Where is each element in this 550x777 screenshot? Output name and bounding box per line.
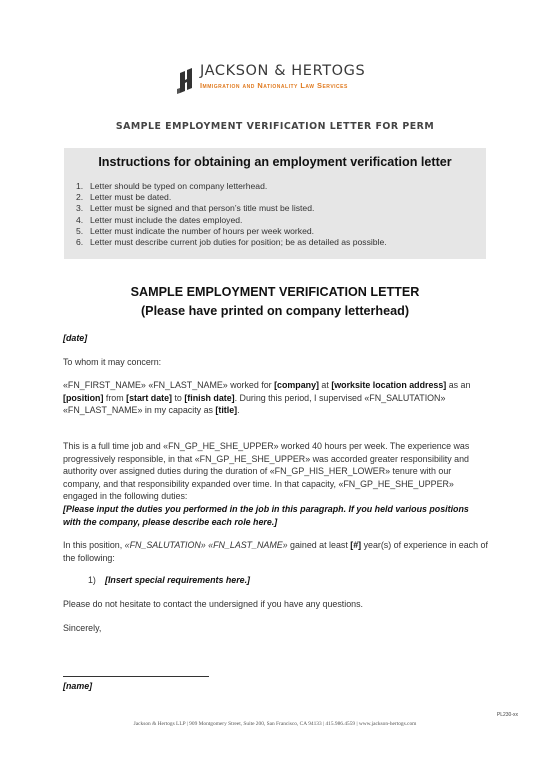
company-logo — [176, 63, 406, 103]
letter-closing: Sincerely, — [63, 623, 102, 633]
text-run: «FN_FIRST_NAME» «FN_LAST_NAME» worked for — [63, 380, 275, 390]
placeholder-finish-date: [finish date] — [184, 392, 235, 403]
list-item — [76, 203, 387, 214]
list-item — [76, 237, 387, 248]
logo-name: JACKSON & HERTOGS — [200, 63, 366, 79]
list-item-number: 6. — [76, 237, 84, 248]
page-footer: Jackson & Hertogs LLP | 909 Montgomery Street, Suite 200, San Francisco, CA 94133 | 415.986.4559 | www.jackson-hertogs.com — [133, 721, 417, 727]
placeholder-years: [#] — [350, 540, 362, 550]
document-title: SAMPLE EMPLOYMENT VERIFICATION LETTER FOR PERM — [115, 121, 435, 132]
text-run: from — [103, 392, 127, 403]
instructions-list — [76, 181, 387, 248]
list-item — [76, 226, 387, 237]
paragraph-employment — [63, 379, 488, 417]
placeholder-start-date: [start date] — [126, 392, 172, 403]
list-item-number: 5. — [76, 225, 84, 236]
form-code: PL230-xx — [496, 712, 518, 718]
text-run: year(s) of experience in each of the following: — [63, 540, 488, 563]
text-run: to — [171, 392, 185, 403]
list-item-text: Letter must be signed and that person’s title must be listed. — [90, 203, 315, 214]
placeholder-worksite: [worksite location address] — [331, 380, 447, 390]
list-item — [76, 215, 387, 226]
placeholder-title: [title] — [215, 405, 238, 416]
letter-salutation: To whom it may concern: — [63, 357, 162, 367]
list-item — [76, 181, 387, 192]
text-run: gained at least — [287, 540, 351, 550]
instructions-heading: Instructions for obtaining an employment verification letter — [98, 155, 452, 169]
signer-name: [name] — [63, 681, 93, 691]
text-run: as an — [446, 380, 471, 390]
jh-logo-icon — [176, 65, 198, 95]
paragraph-duties-instruction: [Please input the duties you performed in the job in this paragraph. If you held various positions with the company, please describe each role here.] — [63, 504, 469, 527]
paragraph-experience — [63, 539, 488, 564]
logo-tagline: Immigration and Nationality Law Services — [200, 81, 348, 90]
list-item-text: Letter must describe current job duties for position; be as detailed as possible. — [90, 237, 387, 248]
list-item-text: Letter must indicate the number of hours per week worked. — [90, 225, 315, 236]
instructions-box — [64, 148, 486, 259]
list-item-number: 4. — [76, 214, 84, 225]
placeholder-company: [company] — [274, 380, 319, 390]
list-item-text: Letter must be dated. — [90, 192, 172, 203]
paragraph-full-time: This is a full time job and «FN_GP_HE_SHE_UPPER» worked 40 hours per week. The experience was progressively responsible, in that «FN_GP_HE_SHE_UPPER» was accorded greater responsibility and authority over assigned duties during the duration of «FN_GP_HIS_HER_LOWER» tenure with our company, and that responsibility expanded over time. In that capacity, «FN_GP_HE_SHE_UPPER» engaged in the following duties: — [63, 441, 470, 502]
placeholder-position: [position] — [63, 392, 104, 403]
letter-date: [date] — [63, 333, 88, 343]
requirement-number: 1) — [88, 575, 96, 585]
letter-subheading: (Please have printed on company letterhead) — [140, 304, 410, 318]
list-item-number: 2. — [76, 192, 84, 203]
list-item-number: 1. — [76, 181, 84, 191]
text-run: In this position, — [63, 540, 125, 550]
list-item-number: 3. — [76, 203, 84, 214]
list-item — [76, 192, 387, 203]
list-item-text: Letter should be typed on company letterhead. — [90, 181, 268, 191]
placeholder-name: «FN_SALUTATION» «FN_LAST_NAME» — [124, 540, 288, 550]
letter-heading: SAMPLE EMPLOYMENT VERIFICATION LETTER — [130, 285, 420, 299]
text-run: at — [318, 380, 332, 390]
paragraph-contact: Please do not hesitate to contact the undersigned if you have any questions. — [63, 599, 363, 609]
requirement-text: [Insert special requirements here.] — [105, 575, 251, 585]
requirement-item — [88, 574, 488, 587]
signature-line — [63, 676, 209, 677]
list-item-text: Letter must include the dates employed. — [90, 214, 243, 225]
text-run: . — [237, 405, 240, 416]
text-run: . During this period, I supervised «FN_SALUTATION» «FN_LAST_NAME» in my capacity as — [63, 392, 446, 416]
